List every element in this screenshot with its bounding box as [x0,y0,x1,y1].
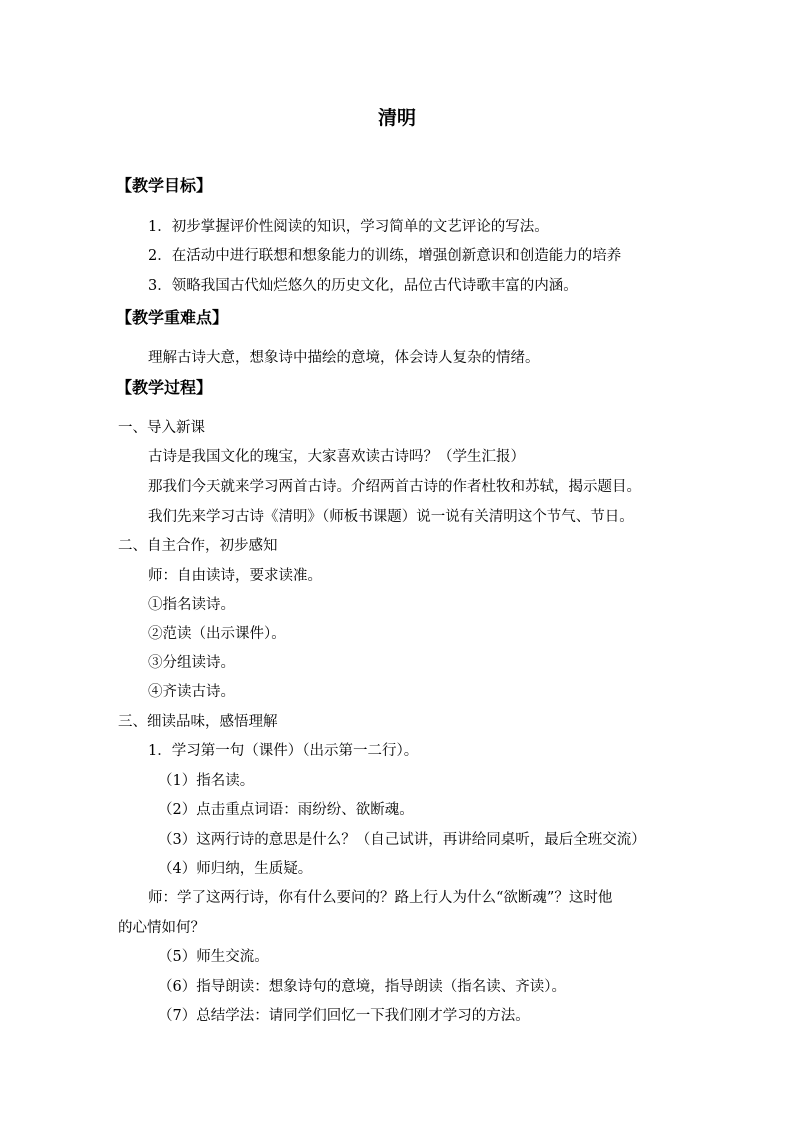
objective-item: 2．在活动中进行联想和想象能力的训练，增强创新意识和创造能力的培养 [148,248,622,264]
list-item: （3）这两行诗的意思是什么？（自己试讲，再讲给同桌听，最后全班交流） [158,832,646,848]
section-title-close-reading: 三、细读品味，感悟理解 [118,714,278,730]
list-item: ①指名读诗。 [148,597,235,613]
key-points-text: 理解古诗大意，想象诗中描绘的意境，体会诗人复杂的情绪。 [148,350,540,366]
list-item: （1）指名读。 [158,773,255,789]
objective-item: 3．领略我国古代灿烂悠久的历史文化，品位古代诗歌丰富的内涵。 [148,278,578,294]
paragraph-line: 的心情如何？ [118,920,205,936]
paragraph-line: 1．学习第一句（课件）（出示第一二行）。 [148,743,419,759]
paragraph-line: 那我们今天就来学习两首古诗。介绍两首古诗的作者杜牧和苏轼，揭示题目。 [148,479,641,495]
section-title-cooperation: 二、自主合作，初步感知 [118,538,278,554]
section-title-intro: 一、导入新课 [118,420,205,436]
paragraph-line: 师：学了这两行诗，你有什么要问的？路上行人为什么“欲断魂”？这时他 [148,890,613,906]
paragraph-line: 我们先来学习古诗《清明》（师板书课题）说一说有关清明这个节气、节日。 [148,509,634,525]
paragraph-line: 古诗是我国文化的瑰宝，大家喜欢读古诗吗？（学生汇报） [148,449,525,465]
process-heading: 【教学过程】 [116,378,213,397]
list-item: （4）师归纳，生质疑。 [158,861,313,877]
list-item: ③分组读诗。 [148,655,235,671]
list-item: ④齐读古诗。 [148,684,235,700]
list-item: （7）总结学法：请同学们回忆一下我们刚才学习的方法。 [158,1008,530,1024]
list-item: ②范读（出示课件）。 [148,626,286,642]
list-item: （6）指导朗读：想象诗句的意境，指导朗读（指名读、齐读）。 [158,979,566,995]
key-points-heading: 【教学重难点】 [116,308,229,327]
paragraph-line: 师：自由读诗，要求读准。 [148,568,322,584]
objective-item: 1．初步掌握评价性阅读的知识，学习简单的文艺评论的写法。 [148,219,549,235]
list-item: （5）师生交流。 [158,949,269,965]
list-item: （2）点击重点词语：雨纷纷、欲断魂。 [158,802,414,818]
objectives-heading: 【教学目标】 [116,176,213,195]
page-title: 清明 [377,107,416,129]
